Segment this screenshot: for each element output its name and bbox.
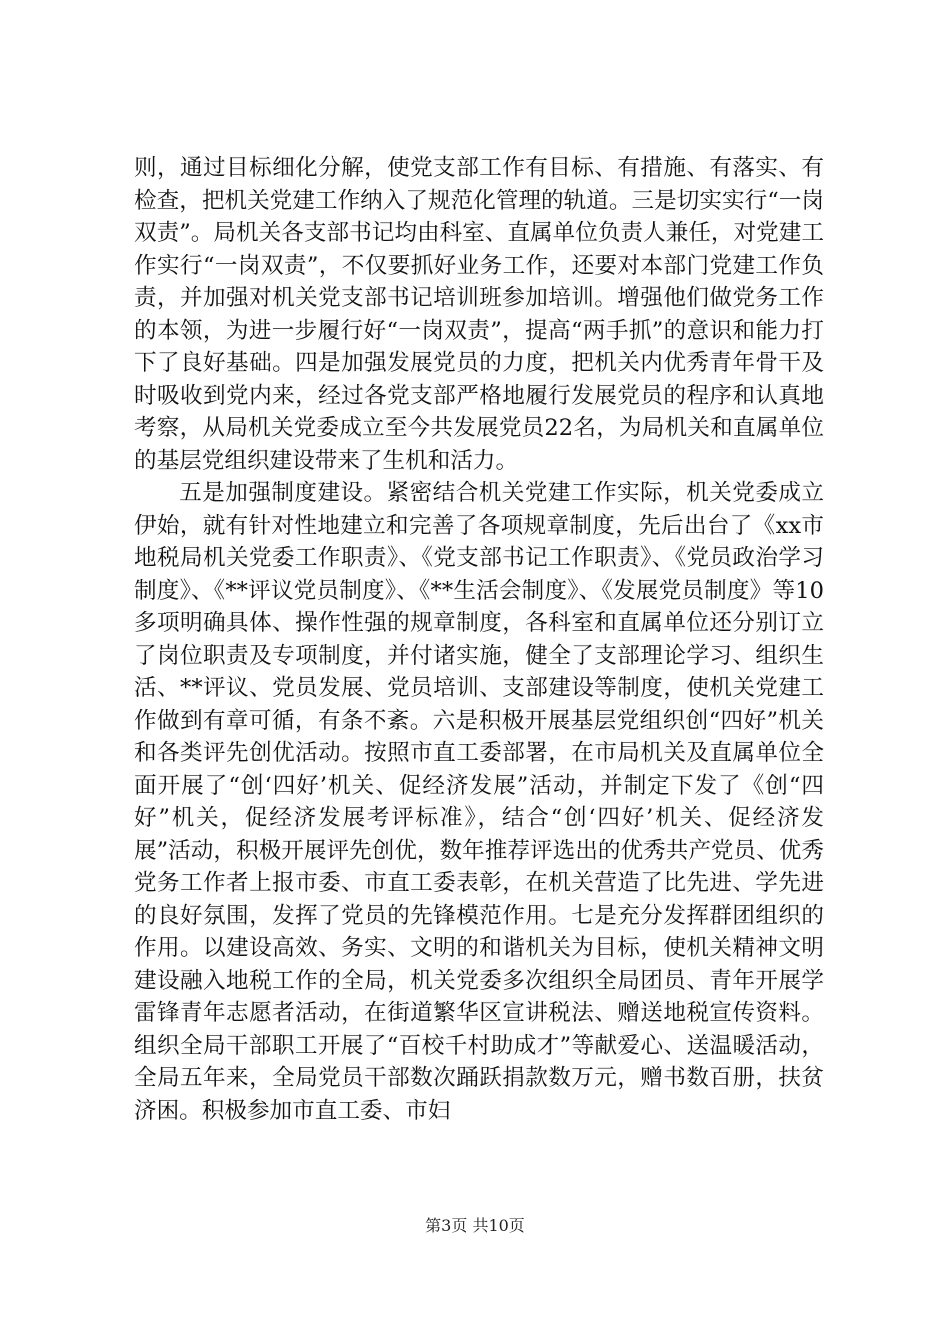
document-body: [134, 152, 824, 1127]
paragraph-1: 则，通过目标细化分解，使党支部工作有目标、有措施、有落实、有检查，把机关党建工作纳入了规范化管理的轨道。三是切实实行“一岗双责”。局机关各支部书记均由科室、直属单位负责人兼任，对党建工作实行“一岗双责”，不仅要抓好业务工作，还要对本部门党建工作负责，并加强对机关党支部书记培训班参加培训。增强他们做党务工作的本领，为进一步履行好“一岗双责”，提高“两手抓”的意识和能力打下了良好基础。四是加强发展党员的力度，把机关内优秀青年骨干及时吸收到党内来，经过各党支部严格地履行发展党员的程序和认真地考察，从局机关党委成立至今共发展党员22名，为局机关和直属单位的基层党组织建设带来了生机和活力。: [134, 155, 824, 474]
page-footer: 第3页 共10页: [425, 1216, 525, 1235]
paragraph-2: 五是加强制度建设。紧密结合机关党建工作实际，机关党委成立伊始，就有针对性地建立和完善了各项规章制度，先后出台了《xx市地税局机关党委工作职责》、《党支部书记工作职责》、《党员政治学习制度》、《**评议党员制度》、《**生活会制度》、《发展党员制度》等10多项明确具体、操作性强的规章制度，各科室和直属单位还分别订立了岗位职责及专项制度，并付诸实施，健全了支部理论学习、组织生活、**评议、党员发展、党员培训、支部建设等制度，使机关党建工作做到有章可循，有条不紊。六是积极开展基层党组织创“四好”机关和各类评先创优活动。按照市直工委部署，在市局机关及直属单位全面开展了“创‘四好’机关、促经济发展”活动，并制定下发了《创“四好”机关，促经济发展考评标准》，结合“创‘四好’机关、促经济发展”活动，积极开展评先创优，数年推荐评选出的优秀共产党员、优秀党务工作者上报市委、市直工委表彰，在机关营造了比先进、学先进的良好氛围，发挥了党员的先锋模范作用。七是充分发挥群团组织的作用。以建设高效、务实、文明的和谐机关为目标，使机关精神文明建设融入地税工作的全局，机关党委多次组织全局团员、青年开展学雷锋青年志愿者活动，在街道繁华区宣讲税法、赠送地税宣传资料。组织全局干部职工开展了“百校千村助成才”等献爱心、送温暖活动，全局五年来，全局党员干部数次踊跃捐款数万元，赠书数百册，扶贫济困。积极参加市直工委、市妇: [134, 480, 824, 1124]
